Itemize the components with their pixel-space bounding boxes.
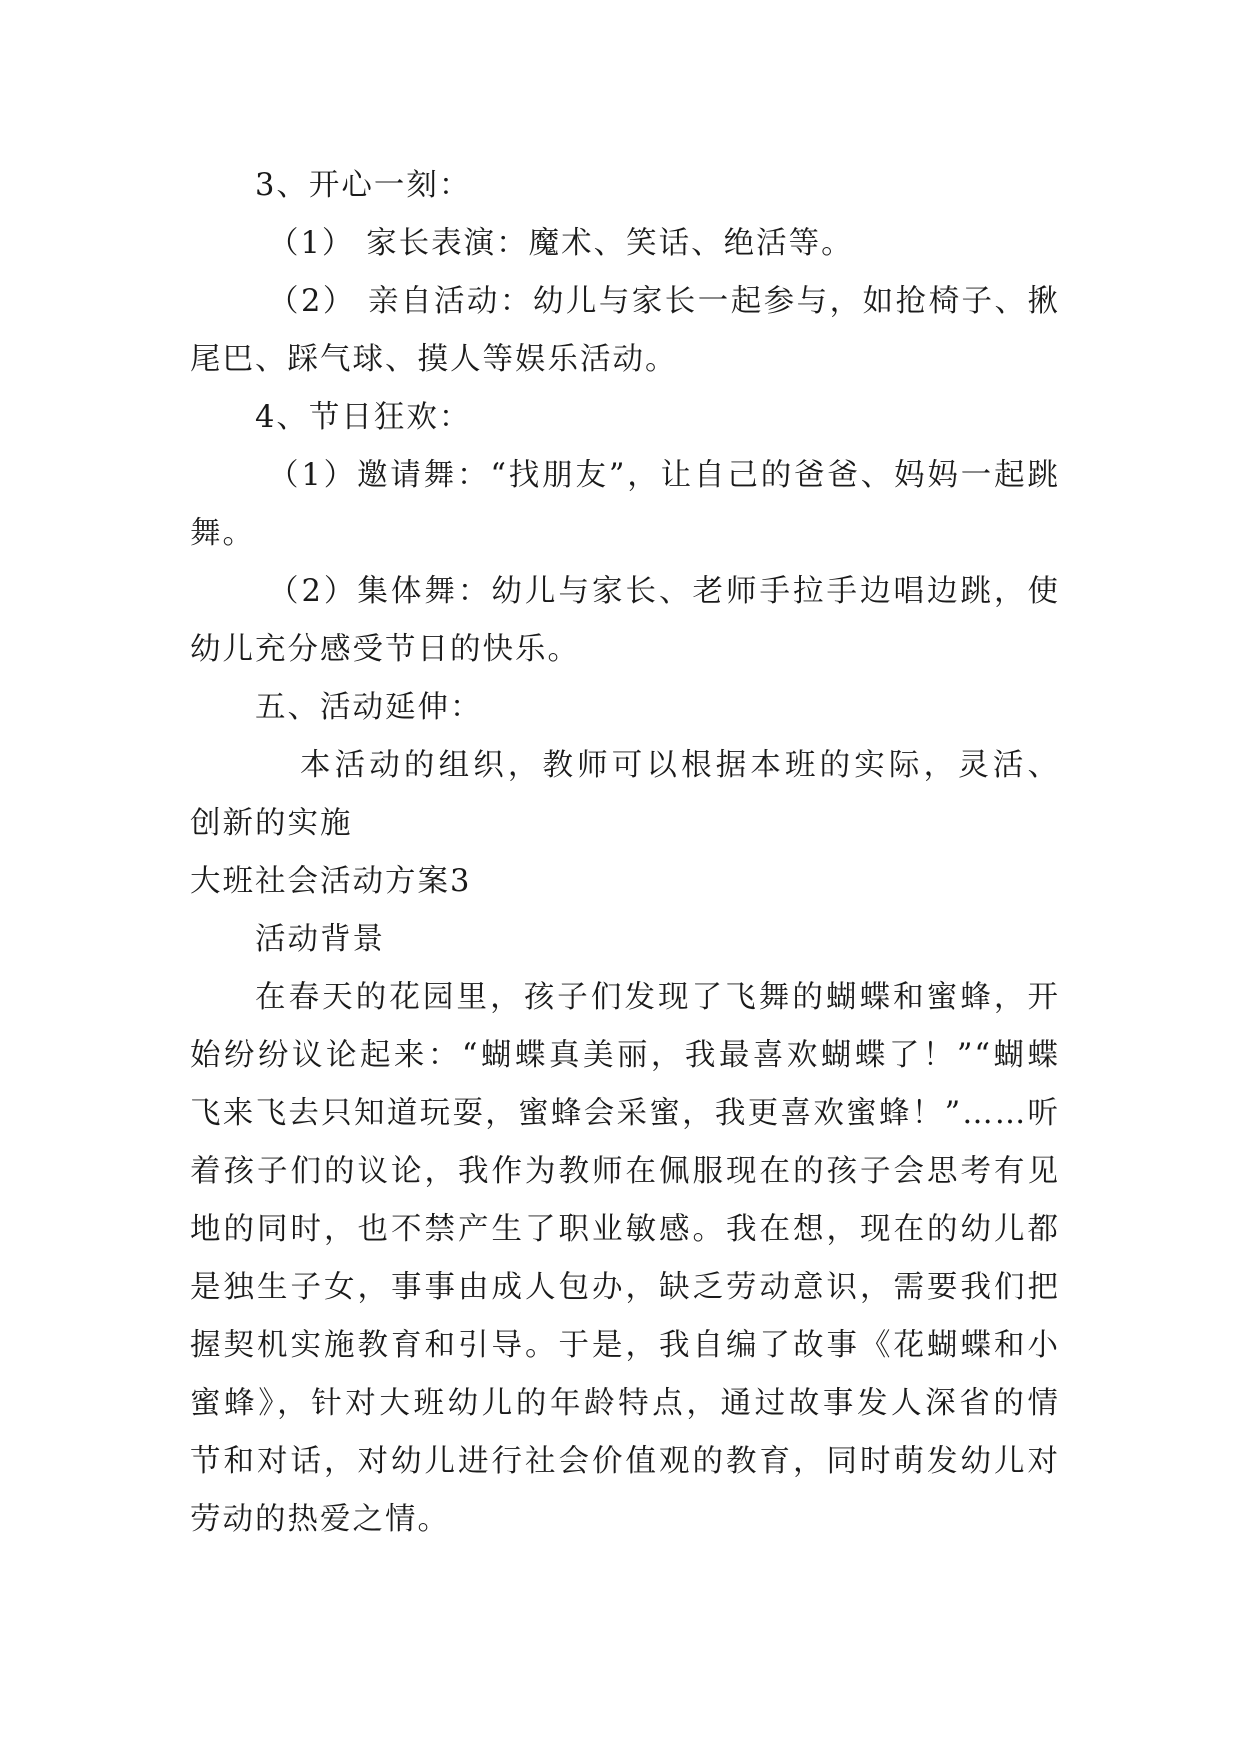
text-line: 节和对话，对幼儿进行社会价值观的教育，同时萌发幼儿对	[190, 1444, 1060, 1479]
text-line: （2） 亲自活动：幼儿与家长一起参与，如抢椅子、揪	[268, 284, 1060, 319]
text-line: 始纷纷议论起来：“蝴蝶真美丽，我最喜欢蝴蝶了！”“蝴蝶	[190, 1038, 1060, 1073]
text-line: （2）集体舞：幼儿与家长、老师手拉手边唱边跳，使	[268, 574, 1060, 609]
text-line: 创新的实施	[190, 806, 353, 841]
text-line: 蜜蜂》，针对大班幼儿的年龄特点，通过故事发人深省的情	[190, 1386, 1060, 1421]
text-line: 是独生子女，事事由成人包办，缺乏劳动意识，需要我们把	[190, 1270, 1060, 1305]
text-line: 在春天的花园里，孩子们发现了飞舞的蝴蝶和蜜蜂，开	[255, 980, 1060, 1015]
text-line: 握契机实施教育和引导。于是，我自编了故事《花蝴蝶和小	[190, 1328, 1060, 1363]
text-line: 劳动的热爱之情。	[190, 1502, 450, 1537]
text-line: （1）邀请舞：“找朋友”，让自己的爸爸、妈妈一起跳	[268, 458, 1060, 493]
section-heading: 活动背景	[255, 922, 385, 957]
text-line: （1） 家长表演：魔术、笑话、绝活等。	[268, 226, 854, 261]
text-line: 本活动的组织，教师可以根据本班的实际，灵活、	[300, 748, 1060, 783]
text-line: 飞来飞去只知道玩耍，蜜蜂会采蜜，我更喜欢蜜蜂！”……听	[190, 1096, 1060, 1131]
text-line: 幼儿充分感受节日的快乐。	[190, 632, 580, 667]
text-line: 地的同时，也不禁产生了职业敏感。我在想，现在的幼儿都	[190, 1212, 1060, 1247]
text-line: 4、节日狂欢：	[255, 400, 472, 435]
text-line: 着孩子们的议论，我作为教师在佩服现在的孩子会思考有见	[190, 1154, 1060, 1189]
document-title: 大班社会活动方案3	[190, 864, 472, 899]
section-heading: 五、活动延伸：	[255, 690, 483, 725]
text-line: 舞。	[190, 516, 255, 551]
text-line: 尾巴、踩气球、摸人等娱乐活动。	[190, 342, 678, 377]
text-line: 3、开心一刻：	[255, 168, 472, 203]
